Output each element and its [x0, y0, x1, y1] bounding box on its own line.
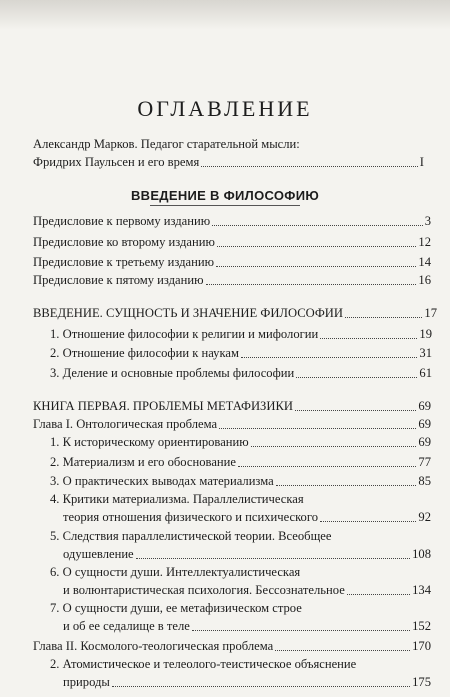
toc-entry-book-1[interactable]	[33, 398, 431, 415]
entry-title: ВВЕДЕНИЕ. СУЩНОСТЬ И ЗНАЧЕНИЕ ФИЛОСОФИИ	[33, 306, 343, 320]
entry-title: 1. К историческому ориентированию	[50, 435, 249, 449]
entry-title: Предисловие к первому изданию	[33, 214, 211, 228]
toc-entry-ch1-6[interactable]	[63, 582, 431, 599]
part-title: ВВЕДЕНИЕ В ФИЛОСОФИЮ	[130, 188, 320, 203]
dot-leader	[217, 246, 417, 247]
entry-title: и волюнтаристическая психология. Бессознательное	[63, 583, 345, 597]
toc-entry-ch1-2[interactable]	[50, 454, 431, 471]
dot-leader	[238, 466, 416, 467]
entry-title: Предисловие ко второму изданию	[33, 235, 215, 249]
dot-leader	[276, 485, 417, 486]
dot-leader	[241, 357, 417, 358]
dot-leader	[347, 594, 410, 595]
dot-leader	[296, 377, 417, 378]
entry-title: 2. Отношение философии к наукам	[50, 346, 239, 360]
entry-title: 3. Деление и основные проблемы философии	[50, 366, 295, 380]
dot-leader	[216, 266, 416, 267]
toc-entry-chapter-1[interactable]	[33, 416, 431, 433]
entry-title: Предисловие к третьему изданию	[33, 255, 214, 269]
dot-leader	[201, 166, 418, 167]
entry-title: теория отношения физического и психического	[63, 510, 319, 524]
entry-title: 1. Отношение философии к религии и мифологии	[50, 327, 319, 341]
previous-page-bleed	[0, 0, 450, 30]
toc-entry-ch1-5[interactable]	[63, 546, 431, 563]
entry-page: 108	[412, 547, 431, 561]
entry-6-line1: 6. О сущности души. Интеллектуалистическая	[50, 565, 301, 579]
entry-page: 134	[412, 583, 431, 597]
entry-ch2-2-line1: 2. Атомистическое и телеолого-теистическое объяснение	[50, 657, 357, 671]
dot-leader	[320, 521, 416, 522]
intro-entry-line1: Александр Марков. Педагог старательной мысли:	[33, 137, 300, 151]
toc-entry-preface-5[interactable]	[33, 272, 431, 289]
entry-page: 175	[412, 675, 431, 689]
entry-page: 85	[418, 474, 431, 488]
toc-entry-ch2-2[interactable]	[63, 674, 431, 691]
toc-entry-intro-1[interactable]	[50, 326, 432, 343]
entry-page: 69	[418, 399, 431, 413]
dot-leader	[136, 558, 410, 559]
entry-title: 2. Материализм и его обоснование	[50, 455, 236, 469]
dot-leader	[212, 225, 423, 226]
entry-5-line1: 5. Следствия параллелистической теории. Всеобщее	[50, 529, 332, 543]
entry-page: 31	[419, 346, 432, 360]
entry-title: 3. О практических выводах материализма	[50, 474, 274, 488]
dot-leader	[219, 428, 416, 429]
entry-page: 69	[418, 435, 431, 449]
entry-page: 16	[418, 273, 431, 287]
toc-entry-introduction[interactable]	[33, 305, 437, 322]
dot-leader	[320, 338, 417, 339]
toc-entry-ch1-7[interactable]	[63, 618, 431, 635]
dot-leader	[206, 284, 417, 285]
entry-page: 92	[418, 510, 431, 524]
entry-page: 170	[412, 639, 431, 653]
toc-entry-ch1-4[interactable]	[63, 509, 431, 526]
entry-page: 61	[419, 366, 432, 380]
entry-title: Глава II. Космолого-теологическая проблема	[33, 639, 274, 653]
entry-page: I	[419, 155, 424, 169]
toc-entry-preface-2[interactable]	[33, 234, 431, 251]
toc-entry-ch1-3[interactable]	[50, 473, 431, 490]
dot-leader	[295, 410, 416, 411]
entry-7-line1: 7. О сущности души, ее метафизическом строе	[50, 601, 302, 615]
entry-page: 17	[424, 306, 437, 320]
entry-page: 77	[418, 455, 431, 469]
entry-title: и об ее седалище в теле	[63, 619, 190, 633]
entry-title: КНИГА ПЕРВАЯ. ПРОБЛЕМЫ МЕТАФИЗИКИ	[33, 399, 293, 413]
toc-heading: ОГЛАВЛЕНИЕ	[137, 96, 313, 121]
entry-title: одушевление	[63, 547, 134, 561]
dot-leader	[345, 317, 422, 318]
toc-entry-intro[interactable]	[33, 154, 424, 171]
part-title-rule	[150, 205, 300, 206]
dot-leader	[275, 650, 410, 651]
entry-title: Предисловие к пятому изданию	[33, 273, 204, 287]
entry-4-line1: 4. Критики материализма. Параллелистическая	[50, 492, 304, 506]
toc-entry-chapter-2[interactable]	[33, 638, 431, 655]
entry-title: Глава I. Онтологическая проблема	[33, 417, 218, 431]
toc-entry-intro-2[interactable]	[50, 345, 432, 362]
toc-entry-ch1-1[interactable]	[50, 434, 431, 451]
entry-title: природы	[63, 675, 110, 689]
dot-leader	[112, 686, 410, 687]
entry-page: 19	[419, 327, 432, 341]
dot-leader	[192, 630, 410, 631]
entry-page: 69	[418, 417, 431, 431]
toc-entry-preface-3[interactable]	[33, 254, 431, 271]
toc-entry-preface-1[interactable]	[33, 213, 431, 230]
entry-title: Фридрих Паульсен и его время	[33, 155, 200, 169]
entry-page: 14	[418, 255, 431, 269]
dot-leader	[251, 446, 417, 447]
entry-page: 3	[424, 214, 431, 228]
entry-page: 152	[412, 619, 431, 633]
toc-entry-intro-3[interactable]	[50, 365, 432, 382]
entry-page: 12	[418, 235, 431, 249]
